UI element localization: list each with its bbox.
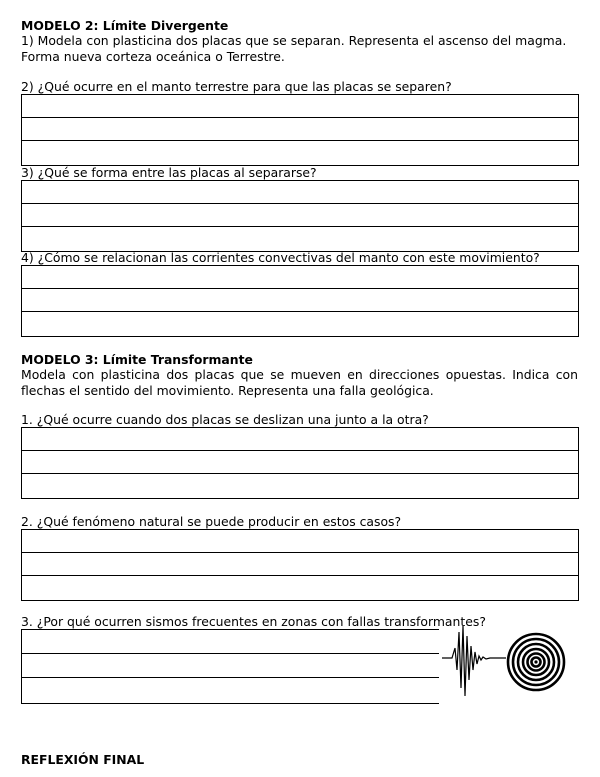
answer-line[interactable]	[22, 678, 439, 701]
modelo2-section	[21, 18, 578, 65]
answer-line[interactable]	[22, 289, 578, 312]
modelo2-answer-box-3[interactable]	[21, 180, 579, 252]
answer-line[interactable]	[22, 553, 578, 576]
answer-line[interactable]	[22, 576, 578, 598]
modelo3-answer-box-3[interactable]	[21, 629, 439, 704]
modelo2-question-2: 2) ¿Qué ocurre en el manto terrestre para que las placas se separen?	[21, 79, 452, 94]
modelo3-question-1: 1. ¿Qué ocurre cuando dos placas se deslizan una junto a la otra?	[21, 412, 429, 427]
modelo2-instruction-line1: 1) Modela con plasticina dos placas que se separan. Representa el ascenso del magma.	[21, 33, 567, 48]
answer-line[interactable]	[22, 95, 578, 118]
reflexion-title: REFLEXIÓN FINAL	[21, 752, 145, 767]
answer-line[interactable]	[22, 266, 578, 289]
modelo2-answer-box-4[interactable]	[21, 265, 579, 337]
answer-line[interactable]	[22, 654, 439, 678]
answer-line[interactable]	[22, 141, 578, 163]
answer-line[interactable]	[22, 630, 439, 654]
modelo3-answer-box-1[interactable]	[21, 427, 579, 499]
answer-line[interactable]	[22, 474, 578, 496]
answer-line[interactable]	[22, 118, 578, 141]
answer-line[interactable]	[22, 451, 578, 474]
modelo3-question-2: 2. ¿Qué fenómeno natural se puede producir en estos casos?	[21, 514, 402, 529]
modelo2-instruction-line2: Forma nueva corteza oceánica o Terrestre.	[21, 49, 285, 64]
modelo3-answer-box-2[interactable]	[21, 529, 579, 601]
answer-line[interactable]	[22, 227, 578, 249]
modelo3-question-3: 3. ¿Por qué ocurren sismos frecuentes en zonas con fallas transformantes?	[21, 614, 486, 629]
modelo2-answer-box-2[interactable]	[21, 94, 579, 166]
seismograph-earthquake-icon	[440, 618, 580, 700]
answer-line[interactable]	[22, 312, 578, 334]
modelo3-title: MODELO 3: Límite Transformante	[21, 352, 253, 367]
modelo2-question-3: 3) ¿Qué se forma entre las placas al separarse?	[21, 165, 317, 180]
answer-line[interactable]	[22, 204, 578, 227]
modelo3-instruction: Modela con plasticina dos placas que se mueven en direcciones opuestas. Indica con flechas el sentido del movimiento. Representa una falla geológica.	[21, 367, 578, 398]
modelo2-title: MODELO 2: Límite Divergente	[21, 18, 229, 33]
answer-line[interactable]	[22, 181, 578, 204]
modelo2-question-4: 4) ¿Cómo se relacionan las corrientes convectivas del manto con este movimiento?	[21, 250, 540, 265]
answer-line[interactable]	[22, 530, 578, 553]
modelo3-section	[21, 352, 578, 399]
answer-line[interactable]	[22, 428, 578, 451]
